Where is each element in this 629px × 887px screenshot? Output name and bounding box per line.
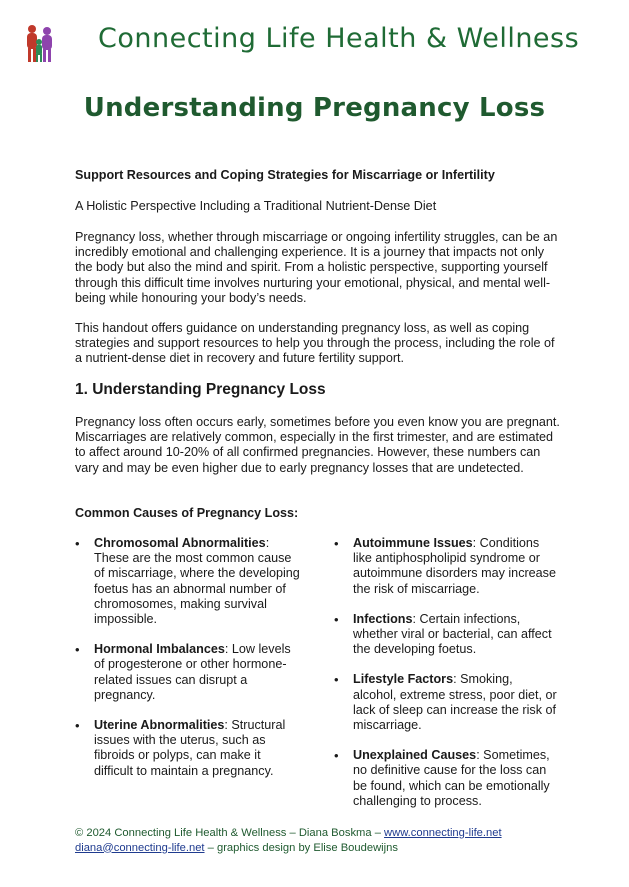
causes-heading: Common Causes of Pregnancy Loss:: [75, 506, 299, 520]
section-heading: 1. Understanding Pregnancy Loss: [75, 381, 326, 398]
credits-text: – graphics design by Elise Boudewijns: [204, 841, 398, 854]
brand-name: Connecting Life Health & Wellness: [98, 23, 580, 54]
cause-text: : Low levels of progesterone or other hormone-related issues can disrupt a pregnancy.: [94, 642, 291, 702]
cause-term: Uterine Abnormalities: [94, 718, 225, 733]
page-footer: [75, 826, 595, 855]
cause-text: : Structural issues with the uterus, such as fibroids or polyps, can make it difficult to maintain a pregnancy.: [94, 718, 286, 778]
list-item: [334, 612, 559, 658]
cause-text: : These are the most common cause of miscarriage, where the developing foetus has an abnormal number of chromosomes, making survival impossible.: [94, 536, 300, 627]
list-item: [334, 672, 559, 733]
cause-term: Hormonal Imbalances: [94, 642, 225, 657]
list-item: [75, 718, 300, 779]
footer-line-1: [75, 826, 595, 841]
causes-list-left: [75, 536, 300, 779]
cause-term: Infections: [353, 611, 413, 626]
cause-term: Autoimmune Issues: [353, 536, 473, 550]
cause-term: Chromosomal Abnormalities: [94, 536, 266, 550]
email-link[interactable]: diana@connecting-life.net: [75, 841, 205, 854]
intro-paragraph-1: Pregnancy loss, whether through miscarriage or ongoing infertility struggles, can be an incredibly emotional and challenging experience. It is a journey that impacts not only the body but also the mind and spirit. From a holistic perspective, supporting yourself through this difficult time involves nurturing your emotional, physical, and mental well-being while honouring your body’s needs.: [75, 230, 558, 305]
cause-term: Unexplained Causes: [353, 748, 477, 763]
cause-text: : Conditions like antiphospholipid syndrome or autoimmune disorders may increase the risk of miscarriage.: [353, 536, 556, 596]
page-header: [0, 0, 629, 80]
cause-text: : Smoking, alcohol, extreme stress, poor diet, or lack of sleep can increase the risk of miscarriage.: [353, 672, 557, 733]
subtitle-bold: Support Resources and Coping Strategies for Miscarriage or Infertility: [75, 168, 495, 182]
copyright-text: © 2024 Connecting Life Health & Wellness – Diana Boskma –: [75, 827, 385, 839]
causes-list-right: [334, 536, 559, 809]
intro-paragraph-2: This handout offers guidance on understanding pregnancy loss, as well as coping strategies and support resources to help you through the process, including the role of a nutrient-dense diet in recovery and future fertility support.: [75, 321, 555, 366]
cause-term: Lifestyle Factors: [353, 672, 454, 687]
page-title: Understanding Pregnancy Loss: [83, 93, 546, 123]
subtitle: A Holistic Perspective Including a Traditional Nutrient-Dense Diet: [75, 199, 437, 213]
section-paragraph: Pregnancy loss often occurs early, sometimes before you even know you are pregnant. Miscarriages are relatively common, especially in the first trimester, and are estimated to affect around 10-20% of all confirmed pregnancies. However, these numbers can vary and may be even higher due to early pregnancy losses that are undetected.: [75, 415, 560, 475]
list-item: [334, 748, 559, 809]
list-item: [75, 642, 300, 703]
list-item: [75, 536, 300, 627]
cause-text: : Sometimes, no definitive cause for the loss can be found, which can be emotionally challenging to process.: [353, 748, 550, 808]
website-link[interactable]: www.connecting-life.net: [384, 827, 502, 839]
footer-line-2: [75, 841, 595, 856]
cause-text: : Certain infections, whether viral or bacterial, can affect the developing foetus.: [353, 611, 552, 657]
list-item: [334, 536, 559, 597]
family-logo-icon: [22, 22, 56, 64]
